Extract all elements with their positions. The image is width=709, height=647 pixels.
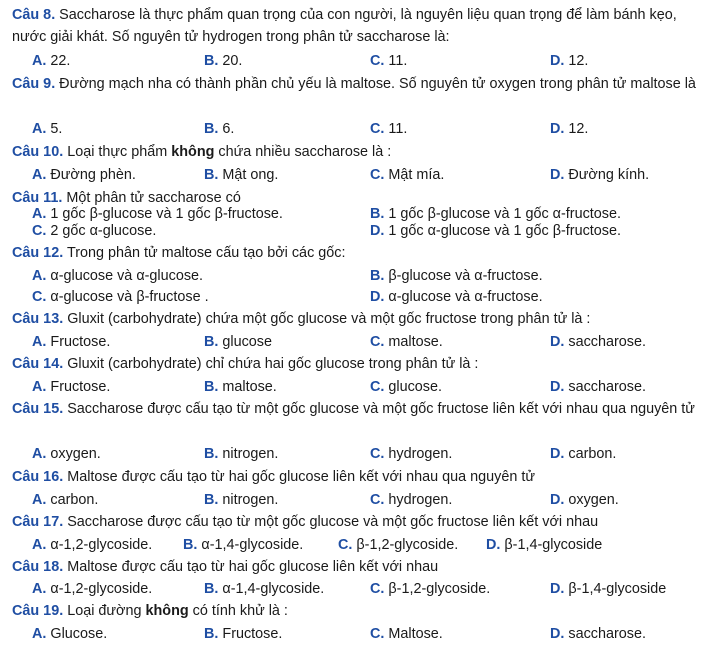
options-row: [32, 286, 702, 308]
options-row: [32, 489, 702, 511]
option-c[interactable]: C. 11.: [370, 53, 408, 69]
options-row: [32, 220, 702, 242]
question-13: [12, 308, 702, 330]
option-c[interactable]: C. α-glucose và β-fructose .: [32, 289, 209, 305]
option-c[interactable]: C. 11.: [370, 121, 408, 137]
option-d[interactable]: D. Đường kính.: [550, 167, 650, 183]
option-a[interactable]: A. α-1,2-glycoside.: [32, 581, 153, 597]
question-15: [12, 398, 702, 420]
option-b[interactable]: B. 1 gốc β-glucose và 1 gốc α-fructose.: [370, 206, 621, 222]
question-text: Một phân tử saccharose có: [62, 190, 241, 206]
question-number: Câu 10.: [12, 144, 64, 160]
option-a[interactable]: A. Glucose.: [32, 626, 108, 642]
question-19: [12, 600, 702, 622]
option-a[interactable]: A. carbon.: [32, 492, 99, 508]
question-text-end: có tính khử là :: [188, 603, 288, 619]
options-row: [32, 50, 702, 72]
option-c[interactable]: C. Maltose.: [370, 626, 443, 642]
option-a[interactable]: A. 22.: [32, 53, 71, 69]
option-d[interactable]: D. 12.: [550, 53, 589, 69]
option-d[interactable]: D. carbon.: [550, 446, 617, 462]
question-text: Maltose được cấu tạo từ hai gốc glucose liên kết với nhau qua nguyên tử: [63, 469, 535, 485]
option-b[interactable]: B. maltose.: [204, 379, 277, 395]
option-a[interactable]: A. Fructose.: [32, 334, 111, 350]
option-c[interactable]: C. β-1,2-glycoside.: [338, 537, 459, 553]
option-b[interactable]: B. α-1,4-glycoside.: [183, 537, 304, 553]
option-b[interactable]: B. nitrogen.: [204, 492, 279, 508]
option-d[interactable]: D. oxygen.: [550, 492, 619, 508]
option-c[interactable]: C. Mật mía.: [370, 167, 445, 183]
options-row: [32, 443, 702, 465]
option-d[interactable]: D. 1 gốc α-glucose và 1 gốc β-fructose.: [370, 223, 621, 239]
option-b[interactable]: B. Fructose.: [204, 626, 283, 642]
option-c[interactable]: C. glucose.: [370, 379, 443, 395]
question-text: Loại thực phẩm: [63, 144, 172, 160]
question-18: [12, 556, 702, 578]
option-b[interactable]: B. 6.: [204, 121, 235, 137]
option-c[interactable]: C. 2 gốc α-glucose.: [32, 223, 157, 239]
option-b[interactable]: B. Mật ong.: [204, 167, 279, 183]
option-c[interactable]: C. β-1,2-glycoside.: [370, 581, 491, 597]
option-a[interactable]: A. Fructose.: [32, 379, 111, 395]
options-row: [32, 376, 702, 398]
question-8: [12, 4, 702, 48]
question-17: [12, 511, 702, 533]
options-row: [32, 534, 702, 556]
question-number: Câu 16.: [12, 469, 64, 485]
options-row: [32, 265, 702, 287]
option-b[interactable]: B. 20.: [204, 53, 243, 69]
options-row: [32, 164, 702, 186]
options-row: [32, 623, 702, 645]
option-b[interactable]: B. nitrogen.: [204, 446, 279, 462]
option-a[interactable]: A. α-glucose và α-glucose.: [32, 268, 204, 284]
option-d[interactable]: D. β-1,4-glycoside: [550, 581, 667, 597]
question-text: Saccharose là thực phẩm quan trọng của con người, là nguyên liệu quan trọng để làm bánh kẹo, nước giải khát. Số nguyên tử hydrogen trong phân tử saccharose là:: [12, 7, 677, 45]
question-number: Câu 18.: [12, 559, 64, 575]
option-a[interactable]: A. α-1,2-glycoside.: [32, 537, 153, 553]
question-number: Câu 11.: [12, 190, 63, 206]
question-text: Gluxit (carbohydrate) chứa một gốc glucose và một gốc fructose trong phân tử là :: [63, 311, 591, 327]
option-c[interactable]: C. hydrogen.: [370, 492, 453, 508]
question-text-end: chứa nhiều saccharose là :: [214, 144, 392, 160]
question-10: [12, 141, 702, 163]
option-a[interactable]: A. 1 gốc β-glucose và 1 gốc β-fructose.: [32, 206, 283, 222]
question-number: Câu 14.: [12, 356, 64, 372]
option-a[interactable]: A. oxygen.: [32, 446, 101, 462]
question-16: [12, 466, 702, 488]
question-text: Maltose được cấu tạo từ hai gốc glucose liên kết với nhau: [63, 559, 439, 575]
question-text: Trong phân tử maltose cấu tạo bởi các gốc:: [63, 245, 346, 261]
option-d[interactable]: D. 12.: [550, 121, 589, 137]
option-b[interactable]: B. α-1,4-glycoside.: [204, 581, 325, 597]
question-14: [12, 353, 702, 375]
option-c[interactable]: C. hydrogen.: [370, 446, 453, 462]
question-number: Câu 12.: [12, 245, 64, 261]
question-number: Câu 9.: [12, 76, 56, 92]
options-row: [32, 118, 702, 140]
question-number: Câu 13.: [12, 311, 64, 327]
option-d[interactable]: D. saccharose.: [550, 626, 646, 642]
emphasis-word: không: [145, 603, 189, 619]
option-c[interactable]: C. maltose.: [370, 334, 443, 350]
option-d[interactable]: D. saccharose.: [550, 334, 646, 350]
emphasis-word: không: [171, 144, 215, 160]
question-text: Saccharose được cấu tạo từ một gốc glucose và một gốc fructose liên kết với nhau: [63, 514, 599, 530]
option-d[interactable]: D. saccharose.: [550, 379, 646, 395]
question-number: Câu 15.: [12, 401, 64, 417]
option-a[interactable]: A. Đường phèn.: [32, 167, 136, 183]
option-b[interactable]: B. glucose: [204, 334, 273, 350]
question-text: Đường mạch nha có thành phần chủ yếu là maltose. Số nguyên tử oxygen trong phân tử maltose là: [55, 76, 696, 92]
option-d[interactable]: D. β-1,4-glycoside: [486, 537, 603, 553]
question-number: Câu 17.: [12, 514, 64, 530]
question-12: [12, 242, 702, 264]
question-text: Loại đường: [63, 603, 146, 619]
option-d[interactable]: D. α-glucose và α-fructose.: [370, 289, 543, 305]
options-row: [32, 331, 702, 353]
question-text: Gluxit (carbohydrate) chỉ chứa hai gốc glucose trong phân tử là :: [63, 356, 479, 372]
option-b[interactable]: B. β-glucose và α-fructose.: [370, 268, 543, 284]
question-9: [12, 73, 702, 95]
options-row: [32, 578, 702, 600]
question-number: Câu 19.: [12, 603, 64, 619]
question-text: Saccharose được cấu tạo từ một gốc glucose và một gốc fructose liên kết với nhau qua nguyên tử: [63, 401, 695, 417]
question-number: Câu 8.: [12, 7, 56, 23]
option-a[interactable]: A. 5.: [32, 121, 63, 137]
